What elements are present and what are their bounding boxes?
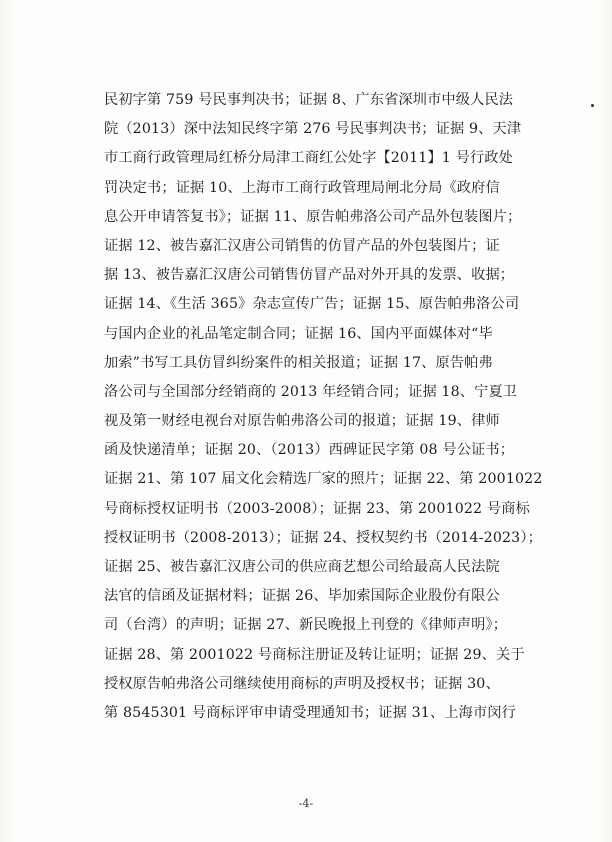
text-line-13: 函及快递清单；证据 20、（2013）西碑证民字第 08 号公证书； [104, 442, 515, 459]
text-line-9: 与国内企业的礼品笔定制合同；证据 16、国内平面媒体对“毕 [104, 325, 493, 342]
text-line-5: 息公开申请答复书》；证据 11、原告帕弗洛公司产品外包装图片； [104, 208, 522, 225]
text-line-7: 据 13、被告嘉汇汉唐公司销售仿冒产品对外开具的发票、收据； [104, 267, 515, 284]
text-line-14: 证据 21、第 107 届文化会精选厂家的照片；证据 22、第 2001022 [104, 471, 543, 488]
text-line-2: 院（2013）深中法知民终字第 276 号民事判决书；证据 9、天津 [104, 121, 522, 138]
scan-speck [591, 104, 594, 107]
text-line-10: 加索”书写工具仿冒纠纷案件的相关报道；证据 17、原告帕弗 [104, 354, 493, 371]
text-line-12: 视及第一财经电视台对原告帕弗洛公司的报道；证据 19、律师 [104, 413, 500, 430]
text-line-15: 号商标授权证明书（2003-2008）；证据 23、第 2001022 号商标 [104, 500, 530, 517]
text-line-19: 司（台湾）的声明；证据 27、新民晚报上刊登的《律师声明》； [104, 617, 508, 634]
text-line-3: 市工商行政管理局红桥分局津工商红公处字【2011】1 号行政处 [104, 150, 513, 167]
text-line-21: 授权原告帕弗洛公司继续使用商标的声明及授权书；证据 30、 [104, 675, 500, 692]
text-line-11: 洛公司与全国部分经销商的 2013 年经销合同；证据 18、宁夏卫 [104, 383, 518, 400]
text-line-18: 法官的信函及证据材料；证据 26、毕加索国际企业股份有限公 [104, 588, 500, 605]
text-line-22: 第 8545301 号商标评审申请受理通知书；证据 31、上海市闵行 [104, 704, 516, 721]
text-line-20: 证据 28、第 2001022 号商标注册证及转让证明；证据 29、关于 [104, 646, 525, 663]
page-number: -4- [298, 797, 314, 810]
text-line-8: 证据 14、《生活 365》杂志宣传广告；证据 15、原告帕弗洛公司 [104, 296, 520, 313]
text-line-16: 授权证明书（2008-2013）；证据 24、授权契约书（2014-2023）； [104, 529, 542, 546]
text-line-1: 民初字第 759 号民事判决书；证据 8、广东省深圳市中级人民法 [104, 92, 514, 108]
text-line-6: 证据 12、被告嘉汇汉唐公司销售的仿冒产品的外包装图片；证 [104, 237, 500, 254]
text-line-17: 证据 25、被告嘉汇汉唐公司的供应商艺想公司给最高人民法院 [104, 559, 500, 575]
body-text [104, 86, 556, 728]
text-line-4: 罚决定书；证据 10、上海市工商行政管理局闸北分局《政府信 [104, 179, 500, 196]
